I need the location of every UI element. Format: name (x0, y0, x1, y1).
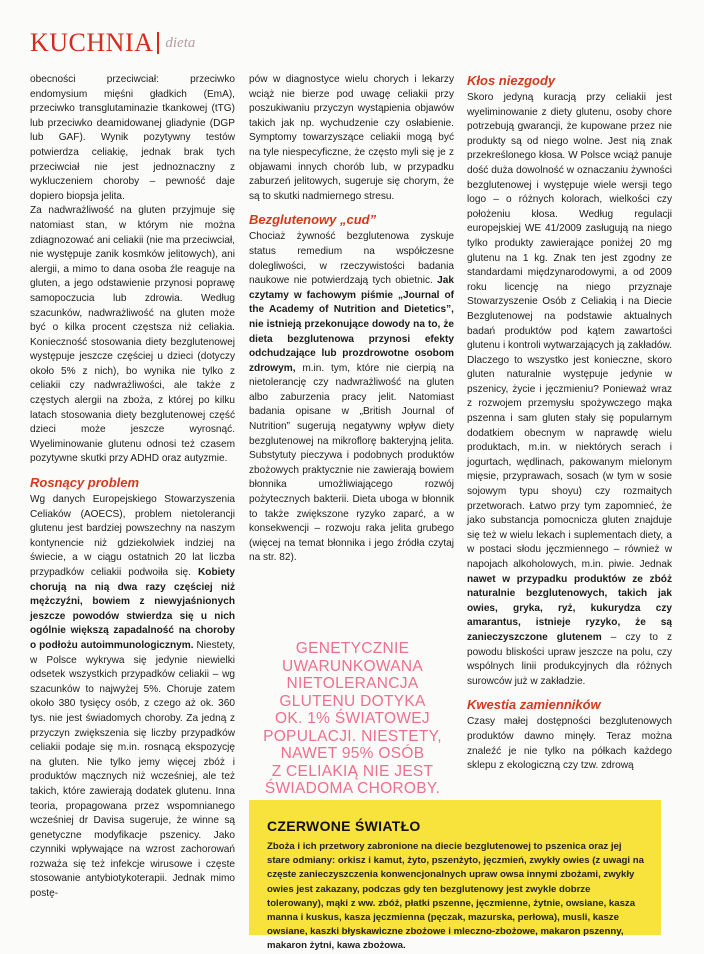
text-run: – czy to z powodu bliskości upraw jeszcze na polu, czy wspólnych linii produkcyjnych dla różnych surowców już w zakładzie. (467, 631, 672, 687)
paragraph: pów w diagnostyce wielu chorych i lekarzy wciąż nie bierze pod uwagę celiakii przy poszukiwaniu przyczyn wystąpienia objawów takich jak np. wychudzenie czy osłabienie. Symptomy towarzyszące celiakii mogą być na tyle niespecyficzne, że często myli się je z objawami innych chorób lub, w przypadku zaburzeń jelitowych, sugeruje się chorym, że są to skutki nadmiernego stresu. (249, 74, 454, 202)
paragraph (30, 493, 235, 902)
section-header (30, 28, 195, 58)
text-run: Skoro jedyną kuracją przy celiakii jest wyeliminowanie z diety glutenu, osoby chore potrzebują gwarancji, że kupowane przez nie produkty są od niego wolne. Jest nią znak przekreślonego kłosa. W Polsce wciąż panuje dość duża dowolność w oznaczaniu żywności bezglutenowej i występuje wiele wersji tego logo – o różnych kolorach, wielkości czy położeniu kłosa. Według regulacji europejskiej WE 41/2009 zasługują na niego tylko produkty zawierające poniżej 20 mg glutenu na 1 kg. Znak ten jest zgodny ze standardami międzynarodowymi, a od 2009 roku licencję na niego przyznaje Stowarzyszenie Osób z Celiakią i na Diecie Bezglutenowej na podstawie aktualnych badań produktów pod kątem zawartości glutenu i kontroli wytwarzających ją zakładów. Dlaczego to wszystko jest konieczne, skoro gluten naturalnie występuje jedynie w pszenicy, życie i jęczmieniu? Ponieważ wraz z rozwojem przemysłu spożywczego mąka pszenna i sam gluten stały się popularnym dodatkiem obecnym w naprawdę wielu produktach, m.in. w niektórych serach i jogurtach, wędlinach, pakowanym mielonym mięsie, przyprawach, sosach (w tym w sosie sojowym typu shoyu) czy rozmaitych przetworach. Łatwo przy tym zapomnieć, że jako substancja pomocnicza gluten znajduje się też w wielu lekach i suplementach diety, a w postaci słodu jęczmiennego – również w napojach alkoholowych, m.in. piwie. Jednak (467, 92, 672, 570)
section-heading: Rosnący problem (30, 475, 140, 491)
section-name: KUCHNIA (30, 28, 154, 57)
pull-quote-line: Z CELIAKIĄ NIE JEST (271, 762, 434, 780)
column-1 (30, 73, 235, 902)
text-run: Niestety, w Polsce wykrywa się jedynie niewielki odsetek wszystkich przypadków celiakii – wg szacunków to najwyżej 5%. Choruje zatem około 380 tysięcy osób, z czego aż ok. 360 tys. nie jest świadomych choroby. Za jedną z przyczyn zwiększenia się liczby przypadków celiakii podaje się m.in. rosnącą ekspozycję na gluten. Nie tylko jemy więcej zbóż i produktów mącznych niż wcześniej, ale też takich, które zawierają dodatek glutenu. Inna teoria, propagowana przez wspomnianego wcześniej dr Davisa sugeruje, że winne są genetyczne modyfikacje pszenicy. Jako czynniki wpływające na wzrost zachorowań rozważa się też infekcje wirusowe i częste stosowanie antybiotykoterapii. Jednak mimo postę- (30, 639, 236, 900)
section-heading: Kwestia zamienników (467, 697, 601, 713)
subsection-name: dieta (165, 34, 196, 51)
bold-text: Jak czytamy w fachowym piśmie „Journal of the Academy of Nutrition and Dietetics”, nie istnieją przekonujące dowody na to, że dieta bezglutenowa przynosi efekty odchudzające lub prozdrowotne osobom zdrowym, (249, 275, 454, 374)
header-divider (157, 32, 159, 54)
column-2 (249, 73, 454, 566)
pull-quote-line: OK. 1% ŚWIATOWEJ (275, 710, 430, 727)
paragraph: Za nadwrażliwość na gluten przyjmuje się natomiast stan, w którym nie można zdiagnozować ani celiakii (nie ma przeciwciał, nie występuje zanik kosmków jelitowych), ani alergii, a mimo to dana osoba źle reaguje na gluten, a jego odstawienie przynosi poprawę samopoczucia lub zdrowia. Według szacunków, nadwrażliwość na gluten może być o kilka procent częstsza niż celiakia. Konieczność stosowania diety bezglutenowej występuje jeszcze częściej u dzieci (dotyczy około 5% z nich), bo wynika nie tylko z celiakii czy nadwrażliwości, ale także z częstych alergii na zboża, z której po kilku latach stosowania diety bezglutenowej część dzieci może jeszcze wyrosnąć. Wyeliminowanie glutenu odnosi też czasem pozytywne skutki przy ADHD oraz autyzmie. (30, 205, 235, 465)
pull-quote-line: NAWET 95% OSÓB (280, 745, 425, 762)
text-run: Wg danych Europejskiego Stowarzyszenia Celiaków (AOECS), problem nietolerancji glutenu jest bardziej powszechny na naszym kontynencie niż gdziekolwiek indziej na świecie, a w ciągu ostatnich 20 lat liczba przypadków celiakii podwoiła się. (30, 494, 235, 578)
bold-text: nawet w przypadku produktów ze zbóż naturalnie bezglutenowych, takich jak owies, gryka, ryż, kukurydza czy amarantus, istnieje ryzyko, że są zanieczyszczone glutenem (467, 573, 672, 643)
pull-quote (250, 640, 455, 798)
pull-quote-line: ŚWIADOMA CHOROBY. (264, 780, 441, 797)
bold-text: Kobiety chorują na nią dwa razy częściej niż mężczyźni, bowiem z niewyjaśnionych jeszcze powodów stwierdza się u nich ogólnie większą zapadalność na choroby o podłożu autoimmunologicznym. (30, 567, 235, 651)
pull-quote-line: POPULACJI. NIESTETY, (263, 727, 442, 745)
paragraph (467, 91, 672, 689)
paragraph: Czasy małej dostępności bezglutenowych produktów dawno minęły. Teraz można znaleźć je nie tylko na półkach każdego sklepu z ekologiczną czy tzw. zdrową (467, 716, 672, 772)
column-3 (467, 73, 672, 774)
pull-quote-line: GLUTENU DOTYKA (279, 692, 426, 710)
paragraph: obecności przeciwciał: przeciwko endomysium mięśni gładkich (EmA), przeciwko transglutaminazie tkankowej (tTG) lub przeciwko deamidowanej gliadynie (DGP lub GAF). Wynik pozytywny testów potwierdza celiakię, jednak brak tych przeciwciał nie jest jednoznaczny z wykluczeniem choroby – pewność daje dopiero biopsja jelita. (30, 74, 235, 202)
pull-quote-line: GENETYCZNIE (295, 640, 410, 657)
info-box-title: CZERWONE ŚWIATŁO (267, 818, 421, 834)
pull-quote-line: UWARUNKOWANA (281, 657, 424, 675)
info-box (249, 800, 661, 952)
section-heading: Bezglutenowy „cud” (249, 212, 377, 228)
info-box-text: Zboża i ich przetwory zabronione na diecie bezglutenowej to pszenica oraz jej stare odmiany: orkisz i kamut, żyto, pszenżyto, jęczmień, zwykły owies (z uwagi na częste zanieczyszczenia konwencjonalnych upraw owsa innymi zbożami, zwykły owies jest zakazany, podczas gdy ten bezglutenowy jest zwykle dobrze tolerowany), mąki z ww. zbóż, płatki pszenne, jęczmienne, żytnie, owsiane, kasza manna i kuskus, kasza jęczmienna (pęczak, mazurska, perłowa), musli, kasze owsiane, kaszki błyskawiczne zbożowe i mleczno-zbożowe, makaron pszenny, makaron żytni, kawa zbożowa. (267, 841, 644, 952)
text-run: m.in. tym, które nie cierpią na nietolerancję czy nadwrażliwość na gluten albo zaburzenia pracy jelit. Natomiast badania opisane w „British Journal of Nutrition” sugerują negatywny wpływ diety bezglutenowej na mikroflorę bakteryjną jelita. Substytuty pieczywa i podobnych produktów zbożowych praktycznie nie zawierają bowiem błonnika umożliwiającego rozwój pożytecznych bakterii. Dieta uboga w błonnik to także zwiększone ryzyko zaparć, a w konsekwencji – rozwoju raka jelita grubego (więcej na temat błonnika i jego źródła czytaj na str. 82). (249, 362, 454, 564)
pull-quote-line: NIETOLERANCJA (286, 675, 419, 692)
section-heading: Kłos niezgody (467, 73, 556, 88)
text-run: Chociaż żywność bezglutenowa zyskuje status remedium na współczesne dolegliwości, w rzeczywistości badania naukowe nie potwierdzają tych obietnic. (249, 231, 454, 287)
paragraph (249, 230, 454, 566)
